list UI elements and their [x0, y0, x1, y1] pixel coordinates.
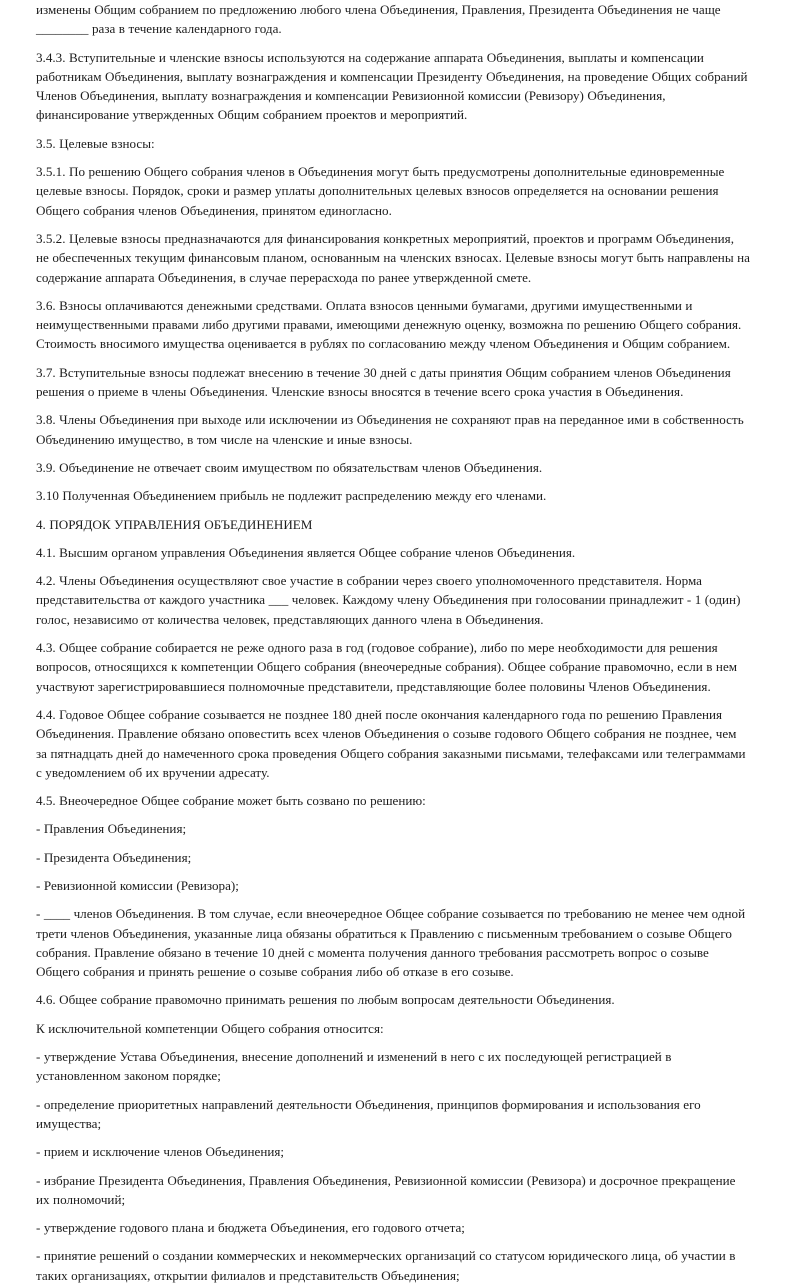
- paragraph-p-3-9: 3.9. Объединение не отвечает своим имуществом по обязательствам членов Объединения.: [36, 459, 543, 475]
- paragraph-p-4-6-b1: - утверждение Устава Объединения, внесение дополнений и изменений в него с их последующей регистрацией в установленном законом порядке;: [36, 1049, 672, 1084]
- paragraph-p-3-5-2: 3.5.2. Целевые взносы предназначаются для финансирования конкретных мероприятий, проектов и программ Объединения, не обеспеченных текущим финансовым планом, основанным на членских взносах. Целевые взносы могут быть направлены на содержание аппарата Объединения, в случае перерасхода по ранее утвержденной смете.: [36, 230, 750, 285]
- paragraph-p-3-4-3: 3.4.3. Вступительные и членские взносы используются на содержание аппарата Объединения, выплаты и компенсации работникам Объединения, выплату вознаграждения и компенсации Президенту Объединения, на проведение Общих собраний Членов Объединения, выплату вознаграждения и компенсации Ревизионной комиссии (Ревизору) Объединения, финансирование утвержденных Общим собранием проектов и мероприятий.: [36, 49, 748, 123]
- paragraph-p-3-5-1: 3.5.1. По решению Общего собрания членов в Объединения могут быть предусмотрены дополнительные единовременные целевые взносы. Порядок, сроки и размер уплаты дополнительных целевых взносов определяется на основании решения Общего собрания членов Объединения, принятом единогласно.: [36, 164, 725, 218]
- paragraph-p-3-5: 3.5. Целевые взносы:: [36, 135, 155, 151]
- paragraph-p-3-8: 3.8. Члены Объединения при выходе или исключении из Объединения не сохраняют прав на переданное ими в собственность Объединению имущество, в том числе на членские и иные взносы.: [36, 412, 744, 447]
- paragraph-p-3-4-2-cont: изменены Общим собранием по предложению любого члена Объединения, Правления, Президента Объединения не чаще ________ раза в течение календарного года.: [36, 2, 721, 37]
- paragraph-p-3-7: 3.7. Вступительные взносы подлежат внесению в течение 30 дней с даты принятия Общим собранием членов Объединения решения о приеме в члены Объединения. Членские взносы вносятся в течение всего срока участия в Объединения.: [36, 364, 731, 400]
- paragraph-p-4-6-b3: - прием и исключение членов Объединения;: [36, 1144, 285, 1160]
- paragraph-p-4-5-b2: - Президента Объединения;: [36, 849, 192, 865]
- paragraph-p-4-6-b5: - утверждение годового плана и бюджета Объединения, его годового отчета;: [36, 1220, 465, 1236]
- paragraph-p-3-10: 3.10 Полученная Объединением прибыль не подлежит распределению между его членами.: [36, 488, 547, 504]
- paragraph-p-4-3: 4.3. Общее собрание собирается не реже одного раза в год (годовое собрание), либо по мере необходимости для решения вопросов, относящихся к компетенции Общего собрания (внеочередные собрания). Общее собрание правомочно, если в нем участвуют зарегистрировавшиеся полномочные представители, представляющие более половины Членов Объединения.: [36, 640, 738, 694]
- paragraph-p-4-6-b6: - принятие решений о создании коммерческих и некоммерческих организаций со статусом юридического лица, об участии в таких организациях, открытии филиалов и представительств Объединения;: [36, 1248, 736, 1283]
- paragraph-p-4-4: 4.4. Годовое Общее собрание созывается не позднее 180 дней после окончания календарного года по решению Правления Объединения. Правление обязано оповестить всех членов Объединения о созыве годового Общего собрания не позднее, чем за пятнадцать дней до намеченного срока проведения Общего собрания заказными письмами, телефаксами или телеграммами с уведомлением об их вручении адресату.: [36, 706, 746, 780]
- paragraph-p-4-6-intro: К исключительной компетенции Общего собрания относится:: [36, 1020, 384, 1036]
- paragraph-p-section-4-heading: 4. ПОРЯДОК УПРАВЛЕНИЯ ОБЪЕДИНЕНИЕМ: [36, 516, 313, 532]
- paragraph-p-4-5-b1: - Правления Объединения;: [36, 821, 187, 837]
- paragraph-p-4-6: 4.6. Общее собрание правомочно принимать решения по любым вопросам деятельности Объединения.: [36, 992, 615, 1008]
- paragraph-p-4-1: 4.1. Высшим органом управления Объединения является Общее собрание членов Объединения.: [36, 544, 576, 560]
- paragraph-p-4-2: 4.2. Члены Объединения осуществляют свое участие в собрании через своего уполномоченного представителя. Норма представительства от каждого участника ___ человек. Каждому члену Объединения при голосовании принадлежит - 1 (один) голос, независимо от количества человек, представляющих данного члена в Объединения.: [36, 573, 741, 627]
- paragraph-p-4-5-b3: - Ревизионной комиссии (Ревизора);: [36, 877, 239, 893]
- paragraph-p-4-6-b2: - определение приоритетных направлений деятельности Объединения, принципов формирования и использования его имущества;: [36, 1096, 701, 1131]
- paragraph-p-3-6: 3.6. Взносы оплачиваются денежными средствами. Оплата взносов ценными бумагами, другими имущественными и неимущественными правами либо другими правами, имеющими денежную оценку, возможна по решению Общего собрания. Стоимость вносимого имущества оценивается в рублях по согласованию между членом Объединения и Общим собранием.: [36, 297, 742, 352]
- paragraph-p-4-6-b4: - избрание Президента Объединения, Правления Объединения, Ревизионной комиссии (Ревизора) и досрочное прекращение их полномочий;: [36, 1172, 736, 1207]
- paragraph-p-4-5: 4.5. Внеочередное Общее собрание может быть созвано по решению:: [36, 793, 426, 809]
- paragraph-p-4-5-b4: - ____ членов Объединения. В том случае, если внеочередное Общее собрание созывается по требованию не менее чем одной трети членов Объединения, указанные лица обязаны обратиться к Правлению с письменным требованием о созыве Общего собрания. Правление обязано в течение 10 дней с момента получения данного требования рассмотреть вопрос о созыве Общего собрания и принять решение о созыве собрания либо об отказе в его созыве.: [36, 906, 746, 980]
